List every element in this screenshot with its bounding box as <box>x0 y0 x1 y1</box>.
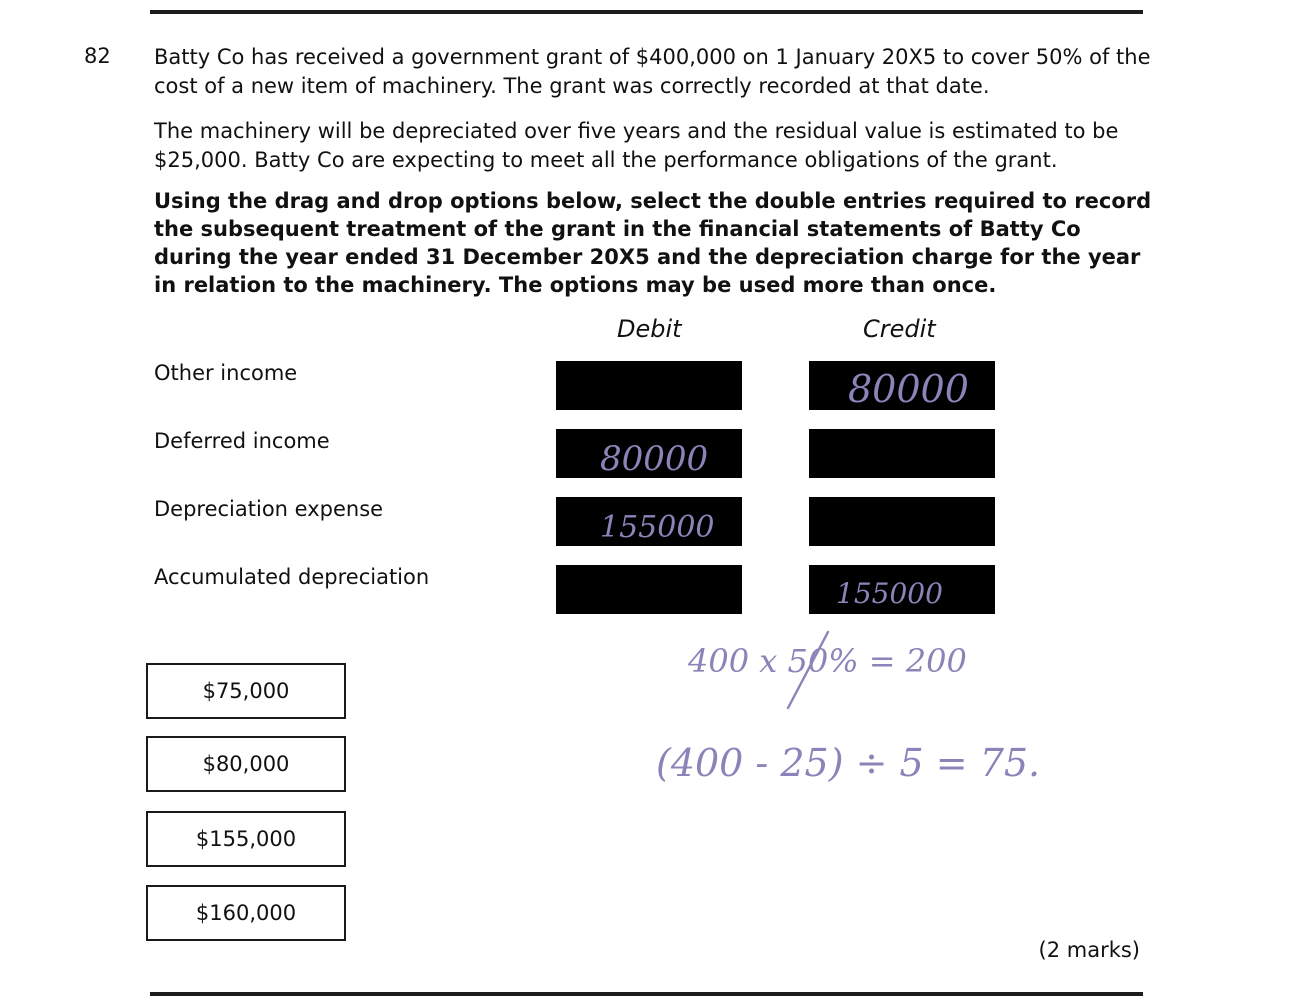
handwritten-debit-deferred-income: 80000 <box>600 439 709 479</box>
handwritten-working-depreciation: (400 - 25) ÷ 5 = 75. <box>656 741 1041 785</box>
question-instruction: Using the drag and drop options below, select the double entries required to record the subsequent treatment of the grant in the financial statements of Batty Co during the year ended 31 December 20X5 and the depreciation charge for the year in relation to the machinery. The options may be used more than once. <box>154 189 1152 297</box>
debit-column-header: Debit <box>617 315 682 343</box>
drag-option-155000[interactable]: $155,000 <box>146 811 346 867</box>
row-label-deferred-income: Deferred income <box>154 429 330 453</box>
handwritten-credit-accumulated-depreciation: 155000 <box>836 577 943 610</box>
drop-slot-other-income-debit[interactable] <box>556 361 742 410</box>
handwritten-slash-mark <box>788 632 828 708</box>
question-paragraph-1: Batty Co has received a government grant of $400,000 on 1 January 20X5 to cover 50% of the cost of a new item of machinery. The grant was correctly recorded at that date. <box>154 45 1151 98</box>
row-label-accumulated-depreciation: Accumulated depreciation <box>154 565 430 589</box>
drop-slot-deferred-income-debit[interactable] <box>556 429 742 478</box>
top-rule <box>150 10 1143 14</box>
drop-slot-accumulated-depreciation-credit[interactable] <box>809 565 995 614</box>
drop-slot-other-income-credit[interactable] <box>809 361 995 410</box>
credit-column-header: Credit <box>863 315 936 343</box>
drop-slot-accumulated-depreciation-debit[interactable] <box>556 565 742 614</box>
drag-option-75000[interactable]: $75,000 <box>146 663 346 719</box>
question-paragraph-2: The machinery will be depreciated over five years and the residual value is estimated to be $25,000. Batty Co are expecting to meet all the performance obligations of the grant. <box>154 119 1119 172</box>
row-label-depreciation-expense: Depreciation expense <box>154 497 384 521</box>
marks-label: (2 marks) <box>1038 938 1140 962</box>
handwritten-working-grant: 400 x 50% = 200 <box>688 642 967 680</box>
drag-option-80000[interactable]: $80,000 <box>146 736 346 792</box>
handwritten-credit-other-income: 80000 <box>848 367 969 411</box>
bottom-rule <box>150 992 1143 996</box>
drop-slot-depreciation-expense-debit[interactable] <box>556 497 742 546</box>
drop-slot-deferred-income-credit[interactable] <box>809 429 995 478</box>
row-label-other-income: Other income <box>154 361 298 385</box>
question-number: 82 <box>84 44 111 68</box>
handwritten-debit-depreciation-expense: 155000 <box>600 510 715 545</box>
drop-slot-depreciation-expense-credit[interactable] <box>809 497 995 546</box>
drag-option-160000[interactable]: $160,000 <box>146 885 346 941</box>
